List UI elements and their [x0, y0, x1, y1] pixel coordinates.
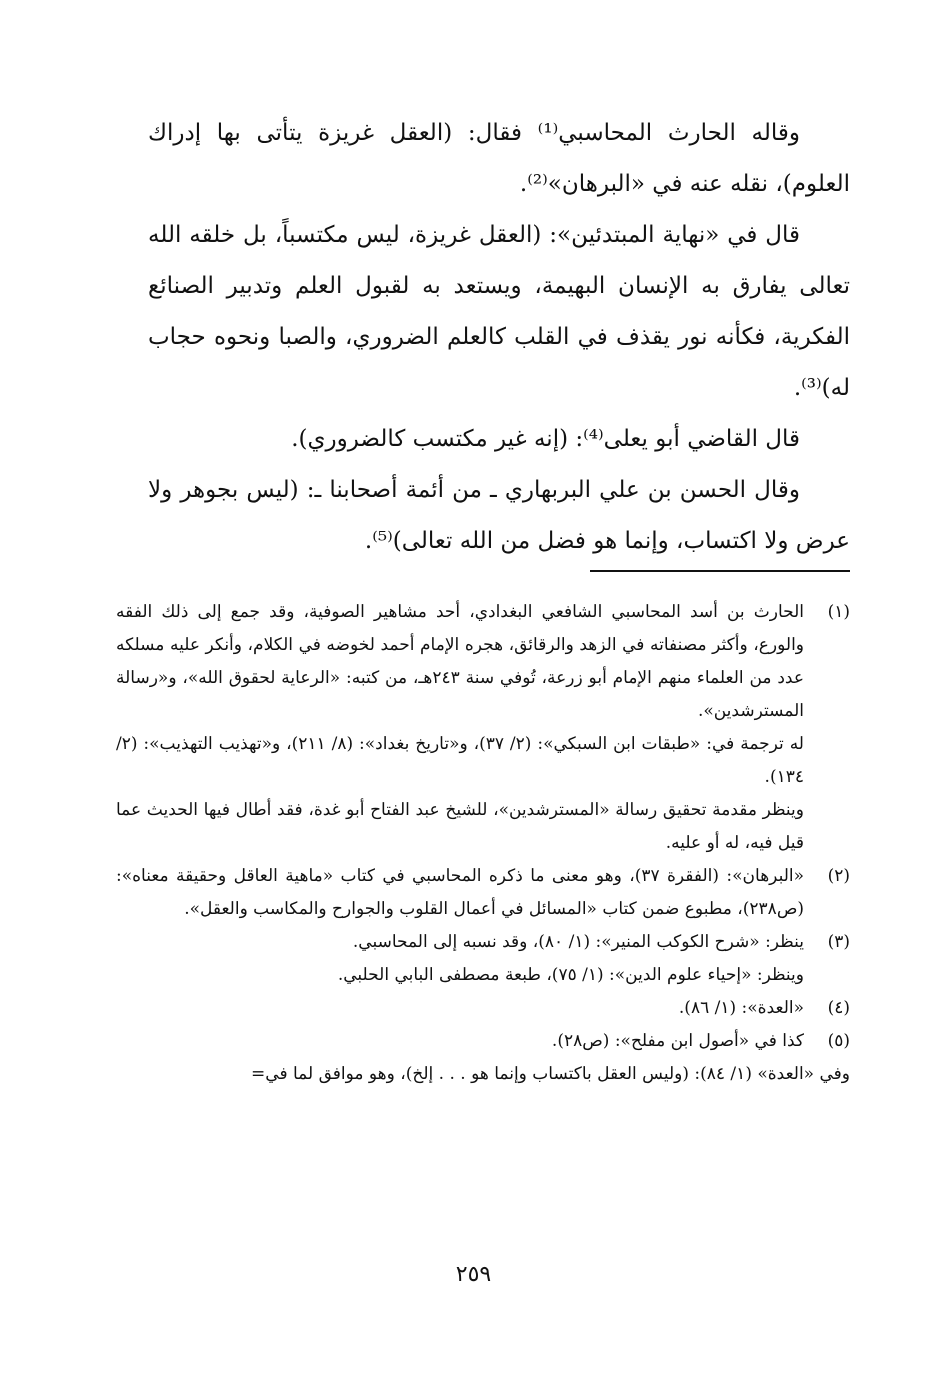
footnote-continuation — [116, 1058, 850, 1091]
footnote-number: (٢) — [827, 866, 850, 886]
footnote-number: (٥) — [827, 1031, 850, 1051]
footnote-5 — [116, 1025, 850, 1058]
main-text — [148, 108, 850, 567]
footnote-text: «البرهان»: (الفقرة ٣٧)، وهو معنى ما ذكره المحاسبي في كتاب «ماهية العاقل وحقيقة معناه»: (ص٢٣٨)، مطبوع ضمن كتاب «المسائل في أعمال القلوب والجوارح والمكاسب والعقل». — [116, 866, 805, 919]
footnote-text: الحارث بن أسد المحاسبي الشافعي البغدادي، أحد مشاهير الصوفية، وقد جمع إلى ذلك الفقه والورع، وأكثر مصنفاته في الزهد والرقائق، هجره الإمام أحمد لخوضه في الكلام، وأنكر عليه مسلكه عدد من العلماء منهم الإمام أبو زرعة، تُوفي سنة ٢٤٣هـ، من كتبه: «الرعاية لحقوق الله»، و«رسالة المسترشدين». — [116, 602, 804, 721]
footnote-separator — [590, 570, 850, 572]
footnote-number: (٣) — [827, 932, 850, 952]
footnote-text: كذا في «أصول ابن مفلح»: (ص٢٨). — [551, 1031, 804, 1051]
footnote-text: «العدة»: (١/ ٨٦). — [678, 998, 804, 1018]
footnote-text: وينظر مقدمة تحقيق رسالة «المسترشدين»، للشيخ عبد الفتاح أبو غدة، فقد أطال فيها الحديث عما قيل فيه، له أو عليه. — [116, 800, 804, 853]
footnote-text: له ترجمة في: «طبقات ابن السبكي»: (٢/ ٣٧)، و«تاريخ بغداد»: (٨/ ٢١١)، و«تهذيب التهذيب»: (٢/ ١٣٤). — [116, 734, 804, 787]
footnote-4 — [116, 992, 850, 1025]
footnote-1 — [116, 596, 850, 860]
footnote-2 — [116, 860, 850, 926]
main-paragraph-4: وقال الحسن بن علي البربهاري ـ من أئمة أصحابنا ـ: (ليس بجوهر ولا عرض ولا اكتساب، وإنما هو فضل من الله تعالى)⁽⁵⁾. — [148, 477, 850, 554]
footnotes — [116, 596, 850, 1091]
main-paragraph-2: قال في «نهاية المبتدئين»: (العقل غريزة، ليس مكتسباً، بل خلقه الله تعالى يفارق به الإنسان البهيمة، ويستعد به لقبول العلم وتدبير الصنائع الفكرية، فكأنه نور يقذف في القلب كالعلم الضروري، والصبا ونحوه حجاب له)⁽³⁾. — [148, 222, 850, 401]
footnote-number: (١) — [827, 602, 850, 622]
footnote-continuation-text: وفي «العدة» (١/ ٨٤): (وليس العقل باكتساب وإنما هو . . . إلخ)، وهو موافق لما في= — [251, 1064, 850, 1084]
footnote-text: وينظر: «إحياء علوم الدين»: (١/ ٧٥)، طبعة مصطفى البابي الحلبي. — [337, 965, 804, 985]
main-paragraph-1: وقاله الحارث المحاسبي⁽¹⁾ فقال: (العقل غريزة يتأتى بها إدراك العلوم)، نقله عنه في «البرهان»⁽²⁾. — [148, 120, 850, 197]
footnote-number: (٤) — [827, 998, 850, 1018]
page-number: ٢٥٩ — [455, 1262, 492, 1287]
footnote-3 — [116, 926, 850, 992]
main-paragraph-3: قال القاضي أبو يعلى⁽⁴⁾: (إنه غير مكتسب كالضروري). — [291, 426, 800, 452]
footnote-text: ينظر: «شرح الكوكب المنير»: (١/ ٨٠)، وقد نسبه إلى المحاسبي. — [352, 932, 804, 952]
